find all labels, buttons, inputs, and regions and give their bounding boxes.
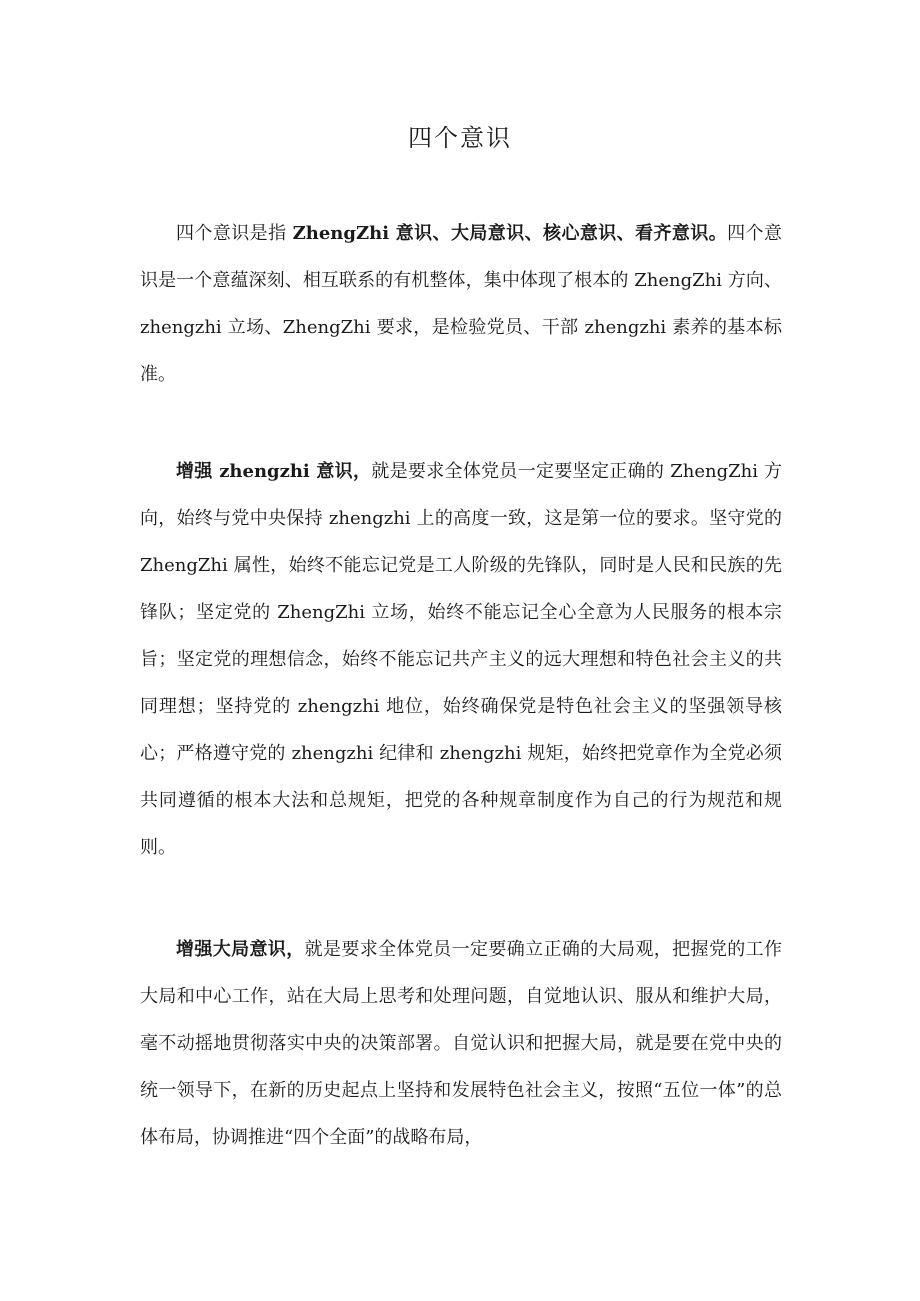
intro-bold-text: ZhengZhi 意识、大局意识、核心意识、看齐意识。	[292, 223, 728, 244]
zhengzhi-heading: 增强 zhengzhi 意识，	[176, 461, 372, 482]
daju-body-text: 就是要求全体党员一定要确立正确的大局观，把握党的工作大局和中心工作，站在大局上思考和处理问题，自觉地认识、服从和维护大局，毫不动摇地贯彻落实中央的决策部署。自觉认识和把握大局，就是要在党中央的统一领导下，在新的历史起点上坚持和发展特色社会主义，按照“五位一体”的总体布局，协调推进“四个全面”的战略布局，	[140, 939, 782, 1148]
document-title: 四个意识	[408, 124, 512, 152]
intro-body-text: 四个意识是一个意蕴深刻、相互联系的有机整体，集中体现了根本的 ZhengZhi 方向、zhengzhi 立场、ZhengZhi 要求，是检验党员、干部 zhengzhi 素养的基本标准。	[140, 223, 782, 385]
zhengzhi-body-text: 就是要求全体党员一定要坚定正确的 ZhengZhi 方向，始终与党中央保持 zhengzhi 上的高度一致，这是第一位的要求。坚守党的 ZhengZhi 属性，始终不能忘记党是工人阶级的先锋队，同时是人民和民族的先锋队；坚定党的 ZhengZhi 立场，始终不能忘记全心全意为人民服务的根本宗旨；坚定党的理想信念，始终不能忘记共产主义的远大理想和特色社会主义的共同理想；坚持党的 zhengzhi 地位，始终确保党是特色社会主义的坚强领导核心；严格遵守党的 zhengzhi 纪律和 zhengzhi 规矩，始终把党章作为全党必须共同遵循的根本大法和总规矩，把党的各种规章制度作为自己的行为规范和规则。	[140, 461, 782, 858]
paragraph-zhengzhi-awareness	[140, 448, 782, 871]
paragraph-intro	[140, 210, 782, 398]
intro-lead-text: 四个意识是指	[176, 223, 287, 244]
paragraph-overall-awareness	[140, 926, 782, 1161]
daju-heading: 增强大局意识，	[176, 939, 305, 960]
